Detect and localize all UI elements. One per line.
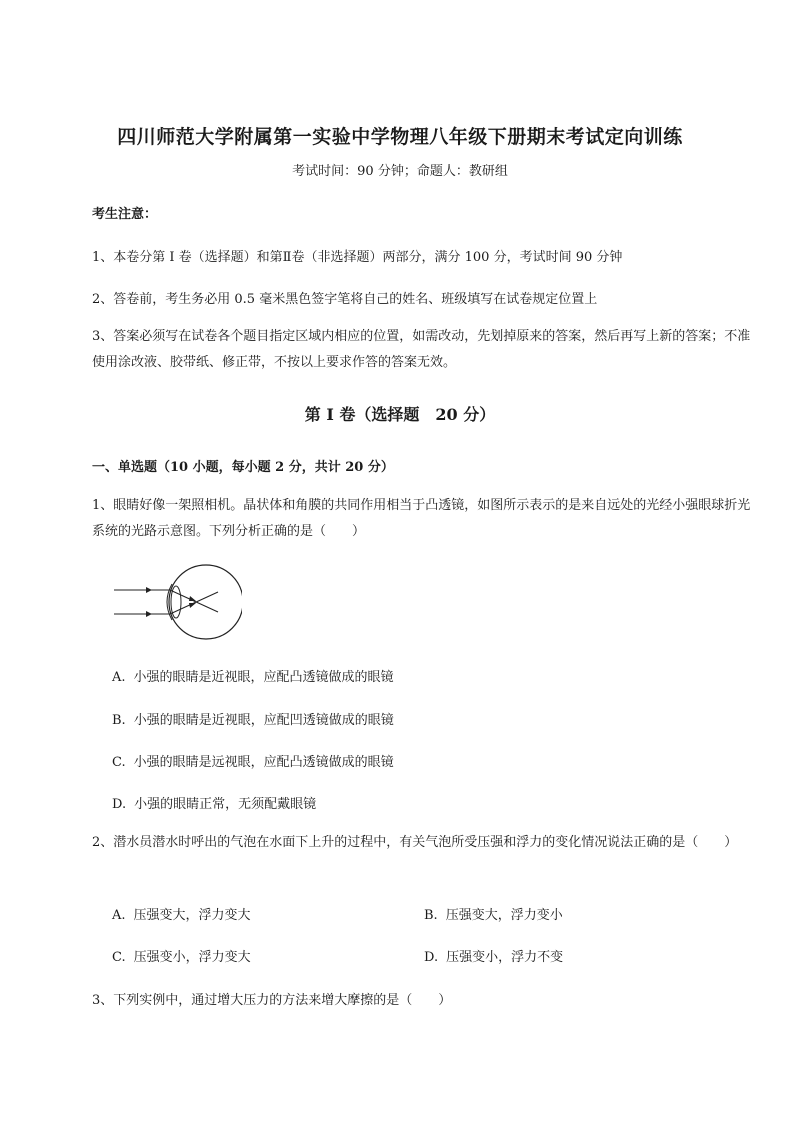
question-1-option-c[interactable]	[112, 751, 394, 770]
question-1-stem: 1、眼睛好像一架照相机。晶状体和角膜的共同作用相当于凸透镜，如图所示表示的是来自远处的光经小强眼球折光系统的光路示意图。下列分析正确的是（ ）	[92, 498, 751, 539]
notice-item-1: 1、本卷分第 I 卷（选择题）和第Ⅱ卷（非选择题）两部分，满分 100 分，考试时间 90 分钟	[92, 250, 623, 265]
option-letter: A.	[112, 670, 126, 685]
option-letter: B.	[424, 908, 438, 923]
option-text: 小强的眼睛是远视眼，应配凸透镜做成的眼镜	[133, 755, 394, 770]
part-heading: 一、单选题（10 小题，每小题 2 分，共计 20 分）	[92, 460, 394, 475]
option-text: 小强的眼睛正常，无须配戴眼镜	[134, 797, 317, 812]
question-1-option-a[interactable]	[112, 666, 394, 685]
option-letter: C.	[112, 755, 126, 770]
option-text: 压强变大，浮力变小	[445, 908, 563, 923]
option-letter: D.	[424, 950, 439, 965]
question-3-stem: 3、下列实例中，通过增大压力的方法来增大摩擦的是（ ）	[92, 993, 452, 1008]
question-2-option-d[interactable]	[424, 946, 563, 965]
question-2-stem: 2、潜水员潜水时呼出的气泡在水面下上升的过程中，有关气泡所受压强和浮力的变化情况说法正确的是（ ）	[92, 835, 738, 850]
question-1-option-b[interactable]	[112, 709, 394, 728]
option-letter: B.	[112, 713, 126, 728]
question-2-option-c[interactable]	[112, 946, 251, 965]
page-title: 四川师范大学附属第一实验中学物理八年级下册期末考试定向训练	[117, 126, 683, 148]
section-title: 第 I 卷（选择题 20 分）	[304, 405, 496, 424]
question-1-option-d[interactable]	[112, 793, 316, 812]
notice-item-3: 3、答案必须写在试卷各个题目指定区域内相应的位置，如需改动，先划掉原来的答案，然后再写上新的答案；不准使用涂改液、胶带纸、修正带，不按以上要求作答的答案无效。	[92, 329, 751, 370]
option-text: 压强变大，浮力变大	[133, 908, 251, 923]
option-text: 小强的眼睛是近视眼，应配凹透镜做成的眼镜	[133, 713, 394, 728]
eye-diagram-icon	[112, 562, 242, 642]
option-text: 压强变小，浮力变大	[133, 950, 251, 965]
option-text: 压强变小，浮力不变	[446, 950, 564, 965]
question-2-option-b[interactable]	[424, 904, 563, 923]
option-letter: A.	[112, 908, 126, 923]
option-letter: C.	[112, 950, 126, 965]
option-text: 小强的眼睛是近视眼，应配凸透镜做成的眼镜	[133, 670, 394, 685]
option-letter: D.	[112, 797, 127, 812]
exam-info: 考试时间：90 分钟；命题人：教研组	[292, 164, 508, 179]
notice-heading: 考生注意：	[92, 207, 158, 222]
notice-item-2: 2、答卷前，考生务必用 0.5 毫米黑色签字笔将自己的姓名、班级填写在试卷规定位置上	[92, 292, 598, 307]
question-2-option-a[interactable]	[112, 904, 251, 923]
